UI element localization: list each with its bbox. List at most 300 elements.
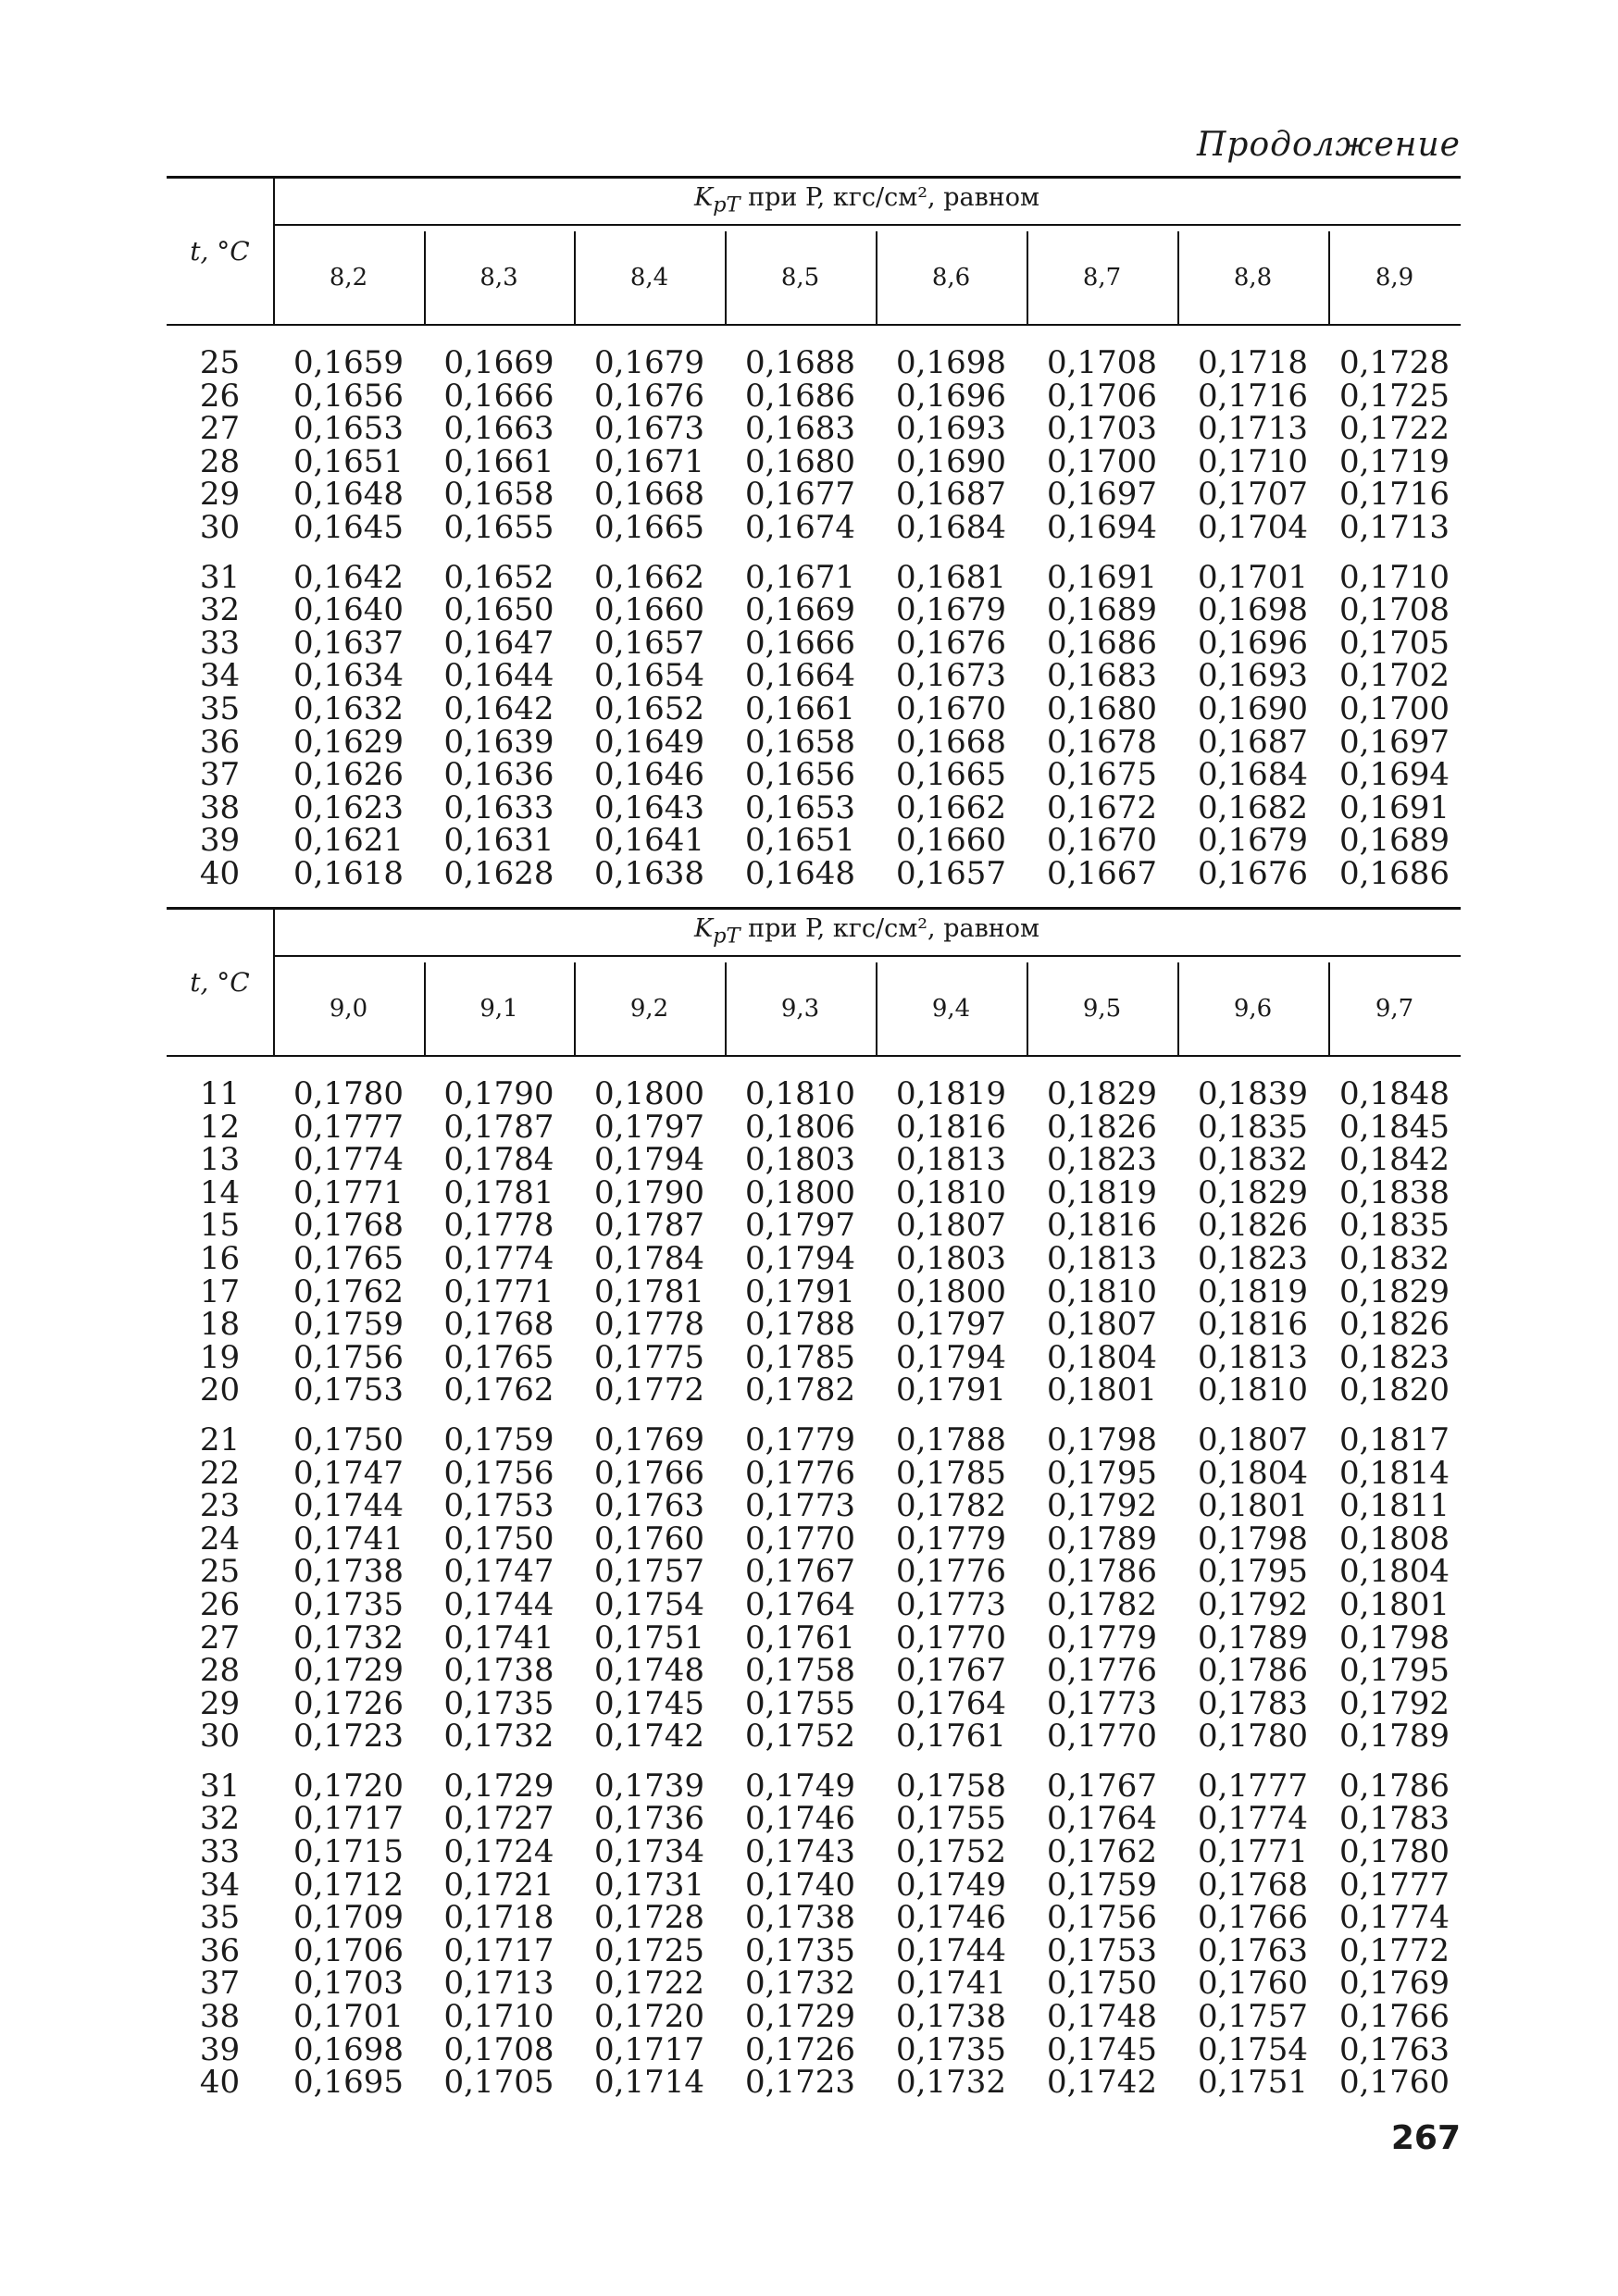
table-cell: 0,1648 xyxy=(293,476,404,514)
table-cell: 0,1829 xyxy=(1047,1075,1157,1112)
table-cell: 0,1794 xyxy=(594,1141,704,1179)
table-cell: 0,1653 xyxy=(745,788,855,826)
t-value: 34 xyxy=(199,1866,241,1904)
pressure-divider xyxy=(1027,962,1028,1055)
t-value: 21 xyxy=(199,1421,241,1458)
table-cell: 0,1744 xyxy=(443,1585,554,1623)
table-cell: 0,1662 xyxy=(896,788,1006,826)
table-cell: 0,1753 xyxy=(443,1487,554,1525)
pressure-divider xyxy=(1027,231,1028,324)
table-cell: 0,1676 xyxy=(896,624,1006,662)
t-value: 26 xyxy=(199,377,241,415)
t-value: 20 xyxy=(199,1371,241,1409)
table-cell: 0,1703 xyxy=(1047,410,1157,448)
table-cell: 0,1694 xyxy=(1339,756,1450,794)
table-cell: 0,1791 xyxy=(745,1272,855,1310)
table-cell: 0,1700 xyxy=(1339,689,1450,727)
table-cell: 0,1634 xyxy=(293,657,404,695)
table-cell: 0,1763 xyxy=(1198,1931,1308,1969)
t-value: 25 xyxy=(199,1553,241,1591)
table-cell: 0,1673 xyxy=(896,657,1006,695)
t-value: 19 xyxy=(199,1338,241,1376)
value-column xyxy=(1328,1075,1461,2102)
table-cell: 0,1723 xyxy=(745,2064,855,2102)
value-column xyxy=(1177,1075,1328,2102)
table-cell: 0,1792 xyxy=(1047,1487,1157,1525)
table-cell: 0,1696 xyxy=(896,377,1006,415)
t-value: 17 xyxy=(199,1272,241,1310)
table-cell: 0,1771 xyxy=(1198,1833,1308,1871)
t-value: 32 xyxy=(199,1800,241,1838)
table-cell: 0,1724 xyxy=(443,1833,554,1871)
table-cell: 0,1750 xyxy=(293,1421,404,1458)
k-header xyxy=(273,914,1461,948)
table-cell: 0,1653 xyxy=(293,410,404,448)
table-cell: 0,1649 xyxy=(594,723,704,761)
table-cell: 0,1800 xyxy=(896,1272,1006,1310)
table-cell: 0,1723 xyxy=(293,1718,404,1756)
table-cell: 0,1686 xyxy=(1339,854,1450,892)
value-column xyxy=(876,1075,1027,2102)
table-cell: 0,1787 xyxy=(594,1207,704,1245)
table-cell: 0,1787 xyxy=(443,1108,554,1146)
table-cell: 0,1656 xyxy=(745,756,855,794)
table-cell: 0,1758 xyxy=(896,1767,1006,1805)
table-cell: 0,1716 xyxy=(1339,476,1450,514)
table-cell: 0,1803 xyxy=(745,1141,855,1179)
t-value: 35 xyxy=(199,1899,241,1937)
table-cell: 0,1741 xyxy=(293,1520,404,1558)
pressure-header: 8,7 xyxy=(1082,264,1122,292)
table-cell: 0,1792 xyxy=(1198,1585,1308,1623)
table-cell: 0,1739 xyxy=(594,1767,704,1805)
k-symbol: K xyxy=(693,183,714,212)
table-cell: 0,1792 xyxy=(1339,1684,1450,1722)
table-cell: 0,1789 xyxy=(1198,1619,1308,1657)
table-cell: 0,1764 xyxy=(896,1684,1006,1722)
table-cell: 0,1675 xyxy=(1047,756,1157,794)
table-cell: 0,1663 xyxy=(443,410,554,448)
table-cell: 0,1756 xyxy=(443,1454,554,1492)
table-cell: 0,1718 xyxy=(443,1899,554,1937)
table-cell: 0,1664 xyxy=(745,657,855,695)
table-cell: 0,1713 xyxy=(443,1965,554,2003)
table-cell: 0,1678 xyxy=(1047,723,1157,761)
table-cell: 0,1683 xyxy=(1047,657,1157,695)
table-cell: 0,1807 xyxy=(1047,1306,1157,1344)
table-cell: 0,1651 xyxy=(745,822,855,860)
table-cell: 0,1744 xyxy=(896,1931,1006,1969)
table-cell: 0,1755 xyxy=(745,1684,855,1722)
table-cell: 0,1638 xyxy=(594,854,704,892)
table-cell: 0,1722 xyxy=(594,1965,704,2003)
table-cell: 0,1823 xyxy=(1047,1141,1157,1179)
table-cell: 0,1747 xyxy=(293,1454,404,1492)
table-cell: 0,1735 xyxy=(745,1931,855,1969)
table-cell: 0,1679 xyxy=(1198,822,1308,860)
table-cell: 0,1790 xyxy=(594,1173,704,1211)
pressure-header: 9,7 xyxy=(1375,995,1414,1023)
table-cell: 0,1726 xyxy=(293,1684,404,1722)
table-cell: 0,1629 xyxy=(293,723,404,761)
table-cell: 0,1641 xyxy=(594,822,704,860)
table-cell: 0,1652 xyxy=(443,558,554,596)
table-cell: 0,1790 xyxy=(443,1075,554,1112)
table-cell: 0,1785 xyxy=(896,1454,1006,1492)
table-cell: 0,1722 xyxy=(1339,410,1450,448)
table-cell: 0,1779 xyxy=(745,1421,855,1458)
table-cell: 0,1810 xyxy=(1047,1272,1157,1310)
table-cell: 0,1727 xyxy=(443,1800,554,1838)
table-cell: 0,1832 xyxy=(1198,1141,1308,1179)
table-cell: 0,1800 xyxy=(594,1075,704,1112)
value-column xyxy=(1027,1075,1177,2102)
table-cell: 0,1767 xyxy=(1047,1767,1157,1805)
table-cell: 0,1706 xyxy=(1047,377,1157,415)
table-cell: 0,1738 xyxy=(745,1899,855,1937)
value-column xyxy=(876,344,1027,892)
pressure-divider xyxy=(725,962,727,1055)
k-header-text: при P, кгс/см², равном xyxy=(740,183,1040,212)
table-cell: 0,1656 xyxy=(293,377,404,415)
table-cell: 0,1813 xyxy=(1198,1338,1308,1376)
table-cell: 0,1756 xyxy=(1047,1899,1157,1937)
table-2 xyxy=(167,907,1461,2110)
table-cell: 0,1644 xyxy=(443,657,554,695)
pressure-divider xyxy=(424,231,426,324)
table-cell: 0,1772 xyxy=(594,1371,704,1409)
table-cell: 0,1706 xyxy=(293,1931,404,1969)
table-cell: 0,1760 xyxy=(594,1520,704,1558)
table-cell: 0,1710 xyxy=(1198,442,1308,480)
table-cell: 0,1781 xyxy=(594,1272,704,1310)
table-cell: 0,1777 xyxy=(1339,1866,1450,1904)
t-value: 27 xyxy=(199,1619,241,1657)
pressure-divider xyxy=(574,962,576,1055)
table-cell: 0,1826 xyxy=(1198,1207,1308,1245)
table-cell: 0,1652 xyxy=(594,689,704,727)
t-value: 31 xyxy=(199,1767,241,1805)
table-cell: 0,1680 xyxy=(1047,689,1157,727)
table-cell: 0,1742 xyxy=(594,1718,704,1756)
t-value: 40 xyxy=(199,2064,241,2102)
table-cell: 0,1755 xyxy=(896,1800,1006,1838)
table-cell: 0,1783 xyxy=(1339,1800,1450,1838)
table-cell: 0,1741 xyxy=(896,1965,1006,2003)
table-cell: 0,1757 xyxy=(594,1553,704,1591)
t-value: 24 xyxy=(199,1520,241,1558)
table-cell: 0,1747 xyxy=(443,1553,554,1591)
t-value: 31 xyxy=(199,558,241,596)
table-cell: 0,1691 xyxy=(1339,788,1450,826)
t-value: 37 xyxy=(199,1965,241,2003)
t-value: 37 xyxy=(199,756,241,794)
table-cell: 0,1698 xyxy=(896,344,1006,381)
table-cell: 0,1782 xyxy=(1047,1585,1157,1623)
table-cell: 0,1779 xyxy=(1047,1619,1157,1657)
table-cell: 0,1829 xyxy=(1339,1272,1450,1310)
t-value: 33 xyxy=(199,1833,241,1871)
table-cell: 0,1838 xyxy=(1339,1173,1450,1211)
top-rule xyxy=(167,176,1461,179)
table-cell: 0,1672 xyxy=(1047,788,1157,826)
table-cell: 0,1774 xyxy=(1198,1800,1308,1838)
table-cell: 0,1729 xyxy=(293,1652,404,1690)
table-cell: 0,1753 xyxy=(293,1371,404,1409)
table-cell: 0,1752 xyxy=(896,1833,1006,1871)
value-column xyxy=(1027,344,1177,892)
table-cell: 0,1693 xyxy=(896,410,1006,448)
table-cell: 0,1659 xyxy=(293,344,404,381)
table-cell: 0,1668 xyxy=(594,476,704,514)
table-cell: 0,1728 xyxy=(1339,344,1450,381)
table-cell: 0,1764 xyxy=(745,1585,855,1623)
table-cell: 0,1779 xyxy=(896,1520,1006,1558)
table-cell: 0,1835 xyxy=(1198,1108,1308,1146)
pressure-header: 9,3 xyxy=(780,995,820,1023)
pressure-header: 9,2 xyxy=(629,995,669,1023)
table-cell: 0,1810 xyxy=(1198,1371,1308,1409)
table-cell: 0,1698 xyxy=(1198,591,1308,629)
table-cell: 0,1695 xyxy=(293,2064,404,2102)
table-cell: 0,1732 xyxy=(896,2064,1006,2102)
pressure-header: 8,6 xyxy=(931,264,971,292)
table-cell: 0,1829 xyxy=(1198,1173,1308,1211)
table-cell: 0,1667 xyxy=(1047,854,1157,892)
table-cell: 0,1788 xyxy=(896,1421,1006,1458)
table-cell: 0,1762 xyxy=(443,1371,554,1409)
table-cell: 0,1783 xyxy=(1198,1684,1308,1722)
table-cell: 0,1735 xyxy=(293,1585,404,1623)
table-cell: 0,1691 xyxy=(1047,558,1157,596)
k-subscript: pT xyxy=(713,924,741,949)
table-cell: 0,1813 xyxy=(896,1141,1006,1179)
k-header xyxy=(273,183,1461,217)
table-cell: 0,1786 xyxy=(1198,1652,1308,1690)
pressure-divider xyxy=(1328,962,1330,1055)
table-cell: 0,1819 xyxy=(1198,1272,1308,1310)
table-cell: 0,1732 xyxy=(443,1718,554,1756)
table-cell: 0,1654 xyxy=(594,657,704,695)
t-label: t, °C xyxy=(190,967,250,998)
table-cell: 0,1817 xyxy=(1339,1421,1450,1458)
value-column xyxy=(574,344,725,892)
table-cell: 0,1704 xyxy=(1198,508,1308,546)
table-cell: 0,1633 xyxy=(443,788,554,826)
table-cell: 0,1680 xyxy=(745,442,855,480)
table-cell: 0,1804 xyxy=(1198,1454,1308,1492)
table-cell: 0,1684 xyxy=(896,508,1006,546)
table-cell: 0,1632 xyxy=(293,689,404,727)
table-cell: 0,1696 xyxy=(1198,624,1308,662)
table-cell: 0,1798 xyxy=(1339,1619,1450,1657)
t-value: 40 xyxy=(199,854,241,892)
t-value: 18 xyxy=(199,1306,241,1344)
table-cell: 0,1661 xyxy=(745,689,855,727)
t-value: 32 xyxy=(199,591,241,629)
pressure-divider xyxy=(424,962,426,1055)
t-value: 35 xyxy=(199,689,241,727)
table-cell: 0,1780 xyxy=(1339,1833,1450,1871)
table-cell: 0,1776 xyxy=(896,1553,1006,1591)
table-cell: 0,1658 xyxy=(745,723,855,761)
table-cell: 0,1671 xyxy=(745,558,855,596)
table-cell: 0,1746 xyxy=(745,1800,855,1838)
table-cell: 0,1813 xyxy=(1047,1239,1157,1277)
t-value: 38 xyxy=(199,788,241,826)
value-column xyxy=(725,1075,876,2102)
table-cell: 0,1797 xyxy=(594,1108,704,1146)
table-cell: 0,1768 xyxy=(1198,1866,1308,1904)
table-cell: 0,1698 xyxy=(293,2030,404,2068)
table-cell: 0,1689 xyxy=(1047,591,1157,629)
table-cell: 0,1760 xyxy=(1339,2064,1450,2102)
table-cell: 0,1677 xyxy=(745,476,855,514)
table-cell: 0,1776 xyxy=(1047,1652,1157,1690)
table-cell: 0,1668 xyxy=(896,723,1006,761)
page-number: 267 xyxy=(1390,2119,1461,2157)
table-cell: 0,1748 xyxy=(1047,1998,1157,2036)
table-cell: 0,1701 xyxy=(1198,558,1308,596)
table-cell: 0,1770 xyxy=(896,1619,1006,1657)
table-cell: 0,1640 xyxy=(293,591,404,629)
t-value: 33 xyxy=(199,624,241,662)
table-cell: 0,1666 xyxy=(745,624,855,662)
table-cell: 0,1789 xyxy=(1047,1520,1157,1558)
table-cell: 0,1618 xyxy=(293,854,404,892)
table-cell: 0,1658 xyxy=(443,476,554,514)
table-cell: 0,1749 xyxy=(896,1866,1006,1904)
table-cell: 0,1718 xyxy=(1198,344,1308,381)
table-cell: 0,1775 xyxy=(594,1338,704,1376)
header-bottom-rule xyxy=(167,1055,1461,1057)
table-cell: 0,1760 xyxy=(1198,1965,1308,2003)
table-cell: 0,1647 xyxy=(443,624,554,662)
table-cell: 0,1752 xyxy=(745,1718,855,1756)
t-value: 28 xyxy=(199,442,241,480)
table-cell: 0,1816 xyxy=(1198,1306,1308,1344)
table-cell: 0,1712 xyxy=(293,1866,404,1904)
t-label: t, °C xyxy=(190,236,250,267)
t-value: 38 xyxy=(199,1998,241,2036)
table-cell: 0,1732 xyxy=(293,1619,404,1657)
table-cell: 0,1808 xyxy=(1339,1520,1450,1558)
table-cell: 0,1771 xyxy=(293,1173,404,1211)
table-cell: 0,1728 xyxy=(594,1899,704,1937)
table-cell: 0,1651 xyxy=(293,442,404,480)
table-cell: 0,1748 xyxy=(594,1652,704,1690)
pressure-header: 9,0 xyxy=(329,995,368,1023)
table-cell: 0,1742 xyxy=(1047,2064,1157,2102)
table-cell: 0,1771 xyxy=(443,1272,554,1310)
table-cell: 0,1807 xyxy=(1198,1421,1308,1458)
table-cell: 0,1767 xyxy=(896,1652,1006,1690)
table-cell: 0,1810 xyxy=(896,1173,1006,1211)
t-value: 28 xyxy=(199,1652,241,1690)
table-cell: 0,1741 xyxy=(443,1619,554,1657)
table-cell: 0,1705 xyxy=(1339,624,1450,662)
t-value: 14 xyxy=(199,1173,241,1211)
table-cell: 0,1665 xyxy=(896,756,1006,794)
table-cell: 0,1738 xyxy=(896,1998,1006,2036)
table-cell: 0,1766 xyxy=(1339,1998,1450,2036)
table-cell: 0,1762 xyxy=(1047,1833,1157,1871)
table-cell: 0,1631 xyxy=(443,822,554,860)
t-value: 39 xyxy=(199,822,241,860)
table-cell: 0,1713 xyxy=(1339,508,1450,546)
pressure-divider xyxy=(876,962,877,1055)
table-cell: 0,1684 xyxy=(1198,756,1308,794)
pressure-header: 8,9 xyxy=(1375,264,1414,292)
table-cell: 0,1751 xyxy=(1198,2064,1308,2102)
t-values xyxy=(167,344,273,892)
table-cell: 0,1759 xyxy=(293,1306,404,1344)
top-rule xyxy=(167,907,1461,910)
table-cell: 0,1826 xyxy=(1047,1108,1157,1146)
table-cell: 0,1804 xyxy=(1339,1553,1450,1591)
table-cell: 0,1687 xyxy=(896,476,1006,514)
t-value: 25 xyxy=(199,344,241,381)
t-value: 36 xyxy=(199,1931,241,1969)
table-cell: 0,1732 xyxy=(745,1965,855,2003)
table-cell: 0,1759 xyxy=(1047,1866,1157,1904)
t-value: 29 xyxy=(199,476,241,514)
table-cell: 0,1778 xyxy=(594,1306,704,1344)
t-value: 12 xyxy=(199,1108,241,1146)
table-cell: 0,1791 xyxy=(896,1371,1006,1409)
table-cell: 0,1694 xyxy=(1047,508,1157,546)
table-cell: 0,1642 xyxy=(293,558,404,596)
table-cell: 0,1744 xyxy=(293,1487,404,1525)
value-column xyxy=(574,1075,725,2102)
table-cell: 0,1768 xyxy=(293,1207,404,1245)
table-cell: 0,1734 xyxy=(594,1833,704,1871)
pressure-divider xyxy=(725,231,727,324)
pressure-header: 8,4 xyxy=(629,264,669,292)
table-cell: 0,1788 xyxy=(745,1306,855,1344)
value-column xyxy=(1177,344,1328,892)
table-1 xyxy=(167,176,1461,898)
table-cell: 0,1754 xyxy=(594,1585,704,1623)
table-cell: 0,1774 xyxy=(1339,1899,1450,1937)
table-cell: 0,1820 xyxy=(1339,1371,1450,1409)
table-cell: 0,1690 xyxy=(1198,689,1308,727)
table-cell: 0,1623 xyxy=(293,788,404,826)
value-column xyxy=(725,344,876,892)
table-cell: 0,1774 xyxy=(293,1141,404,1179)
table-cell: 0,1767 xyxy=(745,1553,855,1591)
table-cell: 0,1786 xyxy=(1339,1767,1450,1805)
table-cell: 0,1797 xyxy=(745,1207,855,1245)
table-cell: 0,1819 xyxy=(896,1075,1006,1112)
table-cell: 0,1756 xyxy=(293,1338,404,1376)
table-cell: 0,1770 xyxy=(745,1520,855,1558)
table-cell: 0,1725 xyxy=(1339,377,1450,415)
table-cell: 0,1800 xyxy=(745,1173,855,1211)
table-cell: 0,1738 xyxy=(293,1553,404,1591)
table-cell: 0,1673 xyxy=(594,410,704,448)
table-cell: 0,1689 xyxy=(1339,822,1450,860)
table-cell: 0,1749 xyxy=(745,1767,855,1805)
table-cell: 0,1801 xyxy=(1047,1371,1157,1409)
table-cell: 0,1621 xyxy=(293,822,404,860)
table-cell: 0,1795 xyxy=(1339,1652,1450,1690)
table-cell: 0,1693 xyxy=(1198,657,1308,695)
t-value: 22 xyxy=(199,1454,241,1492)
table-cell: 0,1731 xyxy=(594,1866,704,1904)
value-column xyxy=(424,344,574,892)
table-cell: 0,1826 xyxy=(1339,1306,1450,1344)
